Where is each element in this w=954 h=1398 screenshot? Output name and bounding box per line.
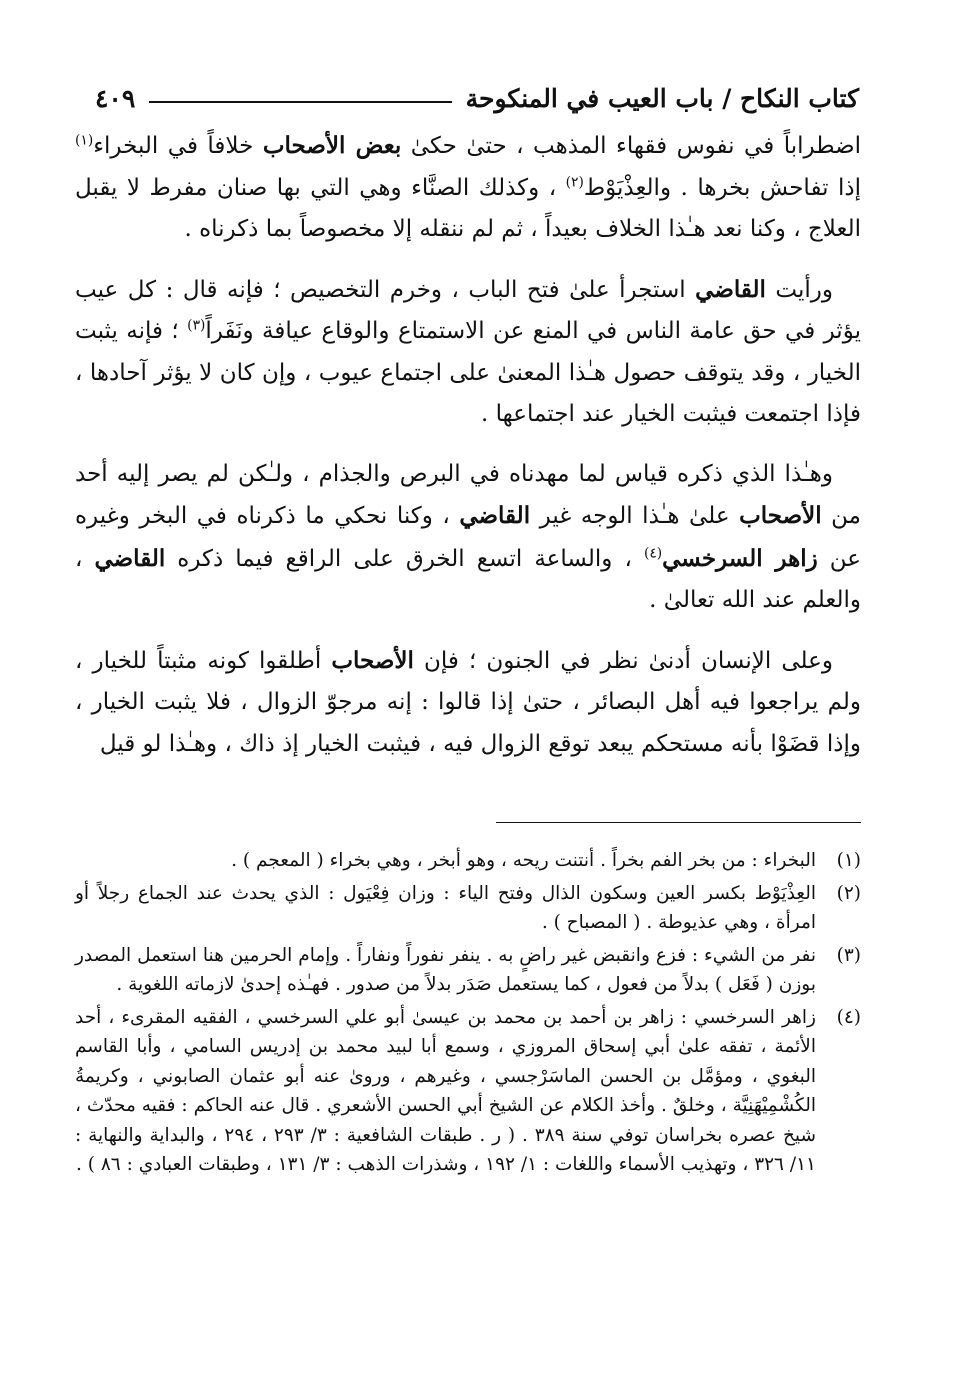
text-run: وهـٰذا الذي ذكره قياس لما مهدناه في البرص والجذام ، ولـٰكن لم يصر إليه أحد من [75,460,862,529]
footnote [75,1003,861,1180]
running-header [95,80,859,116]
footnote-text: زاهر السرخسي : زاهر بن أحمد بن محمد بن عيسىٰ أبو علي السرخسي ، الفقيه المقرىء ، أحد الأئمة ، تفقه علىٰ أبي إسحاق المروزي ، وسمع أبا لبيد محمد بن إدريس السامي ، وأبا القاسم البغوي ، ومؤمَّل بن الحسن الماسَرْجسي ، وغيرهم ، وروىٰ عنه أبو عثمان الصابوني ، وكريمةُ الكُشْمِيْهَنِيَّة ، وخلقٌ . وأخذ الكلام عن الشيخ أبي الحسن الأشعري . قال عنه الحاكم : فقيه محدّث ، شيخ عصره بخراسان توفي سنة ٣٨٩ . ( ر . طبقات الشافعية : ٣/ ٢٩٣ ، ٢٩٤ ، والبداية والنهاية : ١١/ ٣٢٦ ، وتهذيب الأسماء واللغات : ١/ ١٩٢ ، وشذرات الذهب : ٣/ ١٣١ ، وطبقات العبادي : ٨٦ ) . [75,1006,816,1175]
page-number: ٤٠٩ [95,83,136,113]
bold-term: زاهر السرخسي [662,544,818,572]
text-run: ، وكذلك الصنَّاء وهي التي بها صنان مفرط لا يقبل العلاج ، وكنا نعد هـٰذا الخلاف بعيداً ، ثم لم ننقله إلا مخصوصاً بما ذكرناه . [75,174,861,242]
text-run: ؛ فإنه يثبت الخيار ، وقد يتوقف حصول هـٰذا المعنىٰ على اجتماع عيوب ، وإن كان لا يؤثر آحادها ، فإذا اجتمعت فيثبت الخيار عند اجتماعها . [75,318,861,427]
text-run: أطلقوا كونه مثبتاً للخيار ، ولم يراجعوا فيه أهل البصائر ، حتىٰ إذا قالوا : إنه مرجوّ الزوال ، فلا يثبت الخيار ، وإذا قضَوْا بأنه مستحكم يبعد توقع الزوال فيه ، فيثبت الخيار إذ ذاك ، وهـٰذا لو قيل [75,647,861,757]
text-run: إذا تفاحش بخرها . والعِذْيَوْط [583,174,861,201]
footnote [75,846,861,876]
footnote-separator [496,822,861,823]
text-run: علىٰ هـٰذا الوجه غير [530,503,740,529]
paragraph [75,454,861,622]
text-run: ، والعلم عند الله تعالىٰ . [75,545,861,613]
text-run: ورأيت [765,276,833,303]
footnote-number: (٣) [836,944,861,966]
bold-term: الأصحاب [739,502,822,529]
paragraph [75,269,861,436]
text-run: وعلى الإنسان أدنىٰ نظر في الجنون ؛ فإن [413,647,834,674]
footnote-ref: (١) [75,132,94,149]
bold-term: الأصحاب [331,646,414,674]
footnote-text: العِذْيَوْط بكسر العين وسكون الذال وفتح الياء : وزان فِعْيَول : الذي يحدث عند الجماع رجلاً أو امرأة ، وهي عذيوطة . ( المصباح ) . [75,882,816,933]
footnote-text: نفر من الشيء : فزع وانقبض غير راضٍ به . ينفر نفوراً ونفاراً . وإمام الحرمين هنا استعمل المصدر بوزن ( فَعَل ) بدلاً من فعول ، كما يستعمل صَدَر بدلاً من صدور . فهـٰذه إحدىٰ لازماته اللغوية . [75,944,816,995]
footnotes [75,846,861,1183]
bold-term: القاضي [459,502,531,529]
header-rule [149,101,451,103]
footnote [75,941,861,1000]
paragraph [75,125,861,251]
text-run: ، وكنا نحكي ما ذكرناه في البخر وغيره عن [75,503,862,572]
chapter-title: كتاب النكاح / باب العيب في المنكوحة [465,83,859,113]
footnote-number: (٢) [836,882,861,904]
main-text [75,125,861,783]
bold-term: بعض الأصحاب [262,132,402,159]
text-run: اضطراباً في نفوس فقهاء المذهب ، حتىٰ حكىٰ [401,133,861,159]
paragraph [75,640,861,766]
footnote [75,879,861,938]
bold-term: القاضي [695,275,766,303]
text-run: ، والساعة اتسع الخرق على الراقع فيما ذكره [165,545,644,572]
footnote-number: (١) [836,850,861,871]
footnote-text: البخراء : من بخر الفم بخراً . أنتنت ريحه ، وهو أبخر ، وهي بخراء ( المعجم ) . [231,850,816,871]
footnote-ref: (٤) [643,544,663,561]
footnote-ref: (٢) [565,173,584,190]
text-run: خلافاً في البخراء [93,133,263,159]
footnote-ref: (٣) [187,317,206,334]
bold-term: القاضي [94,544,166,572]
footnote-number: (٤) [836,1006,861,1028]
text-run: استجرأ علىٰ فتح الباب ، وخرم التخصيص ؛ فإنه قال : كل عيب يؤثر في حق عامة الناس في المنع عن الاستمتاع والوقاع عيافة ونَفَراً [75,276,861,344]
